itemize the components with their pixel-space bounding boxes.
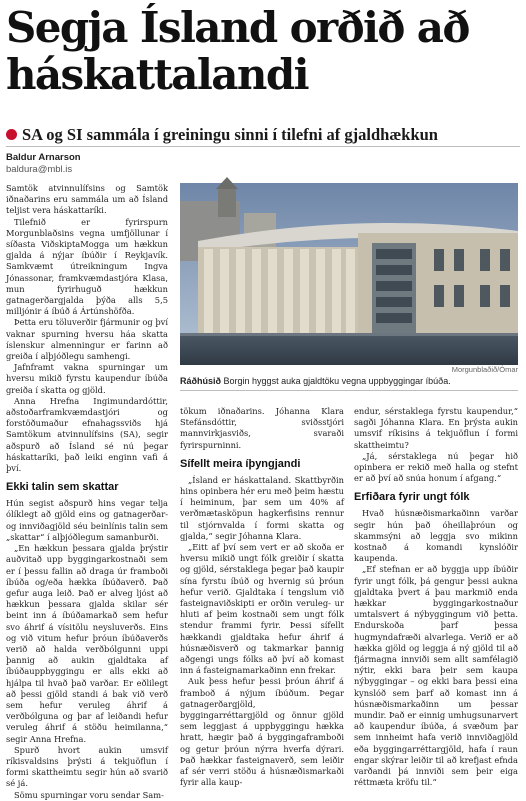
subheadline-text: SA og SI sammála í greiningu sinni í tilefni af gjaldhækkun	[22, 125, 438, 144]
section-heading: Sífellt meira íþyngjandi	[180, 457, 301, 470]
paragraph: Spurð hvort aukin umsvif ríkisvaldsins þrýsti á tekjuöflun í formi skattheimtu segir hún að svarið sé já.	[6, 744, 168, 789]
paragraph: endur, sérstaklega fyrstu kaupendur,“ sagði Jóhanna Klara. En þrýsta aukin umsvif ríkisins á tekjuöflun í formi skattheimtu?	[354, 406, 518, 450]
divider	[6, 146, 520, 147]
subheadline	[6, 125, 522, 145]
paragraph: Auk þess hefur þessi þróun áhrif á framboð á nýjum íbúðum. Þegar gatnagerðargjöld, byggingarréttargjöld og önnur gjöld sem leggjast á uppbyggingu hækka hratt, hægir það á byggingaframboði og getur þróun nýrra hverfa dýrari. Það hækkar fasteignaverð, sem leiðir af sér verri stöðu á húsnæðismarkaði fyrir alla kaup-	[180, 676, 344, 788]
paragraph: Hún segist aðspurð hins vegar telja ólíklegt að gjöld eins og gatnagerðar- og innviðagjöld séu beinlínis talin sem „skattar“ í alþjóðlegum samanburði.	[6, 498, 168, 542]
paragraph: „En hækkun þessara gjalda þrýstir auðvitað upp byggingarkostnaði sem er í þessu fallin að draga úr framboði íbúða og/eða hækka íbúðaverð. Það gefur auga leið. Það er alveg ljóst að hækkun þessara gjalda skilar sér beint inn á íbúðamarkað sem hefur svo áhrif á vísitölu neysluverðs. Eins og við vitum hefur þróun íbúðaverðs verið að halda verðbólgunni uppi þannig að aukin gjaldtaka af íbúðauppbyggingu er alls ekki að hjálpa til hvað það varðar. Er eðlilegt að þessi gjöld standi á bak við verð sem hefur veruleg áhrif á verðbólguna og þar af leiðandi hefur veruleg áhrif á stöðu heimilanna,“ segir Anna Hrefna.	[6, 543, 168, 744]
author-email[interactable]: baldura@mbl.is	[6, 164, 73, 175]
paragraph: Sömu spurningar voru sendar Sam-	[14, 789, 164, 800]
paragraph: „Ísland er háskattaland. Skattbyrðin hins opinbera hér eru með þeim hæstu í heiminum, þar sem um 40% af verðmætasköpun hagkerfisins rennur til stjórnvalda í formi skatta og gjalda,“ segir Jóhanna Klara.	[180, 474, 344, 541]
city-hall-illustration	[180, 183, 518, 365]
paragraph: „Ef stefnan er að byggja upp íbúðir fyrir ungt fólk, þá gengur þessi aukna gjaldtaka þvert á þau markmið enda hækkar byggingarkostnaður umtalsvert á nýbyggingum við þetta. Endurskoða þarf þessa hugmyndafræði alvarlega. Verið er að hækka gjöld og leggja á ný gjöld til að fjármagna innviði sem allt samfélagið nýtir, ekki bara þeir sem kaupa nýbyggingar – og ekki bara þessi eina kynslóð sem þarf að komast inn á húsnæðismarkaðinn um þessar mundir. Það er einnig umhugsunarvert að kaupendur íbúða, á svæðum þar sem innheimt hafa verið innviðagjöld eða byggingarréttargjöld, hafa í raun engar skýrar leiðir til að krefjast efnda varðandi þá innviði sem þeir eiga réttmæta kröfu til.“	[354, 564, 518, 788]
paragraph: tökum iðnaðarins. Jóhanna Klara Stefánsdóttir, sviðsstjóri mannvirkjasviðs, svaraði fyrirspurninni.	[180, 406, 344, 450]
paragraph: „Já, sérstaklega nú þegar hið opinbera er rekið með halla og stefnt er að því að snúa honum í afgang.“	[354, 450, 518, 484]
paragraph: Samtök atvinnulífsins og Samtök iðnaðarins eru sammála um að Ísland teljist vera háskattaríki.	[6, 183, 168, 216]
caption-divider	[180, 390, 518, 391]
paragraph: Anna Hrefna Ingimundardóttir, aðstoðarframkvæmdastjóri og forstöðumaður efnahagssviðs hjá Samtökum atvinnulífsins (SA), segir aðspurð að Ísland sé nú þegar háskattaríki, það leiki enginn vafi á því.	[6, 395, 168, 474]
headline: Segja Ísland orðið að háskattalandi	[6, 3, 469, 99]
author-name: Baldur Arnarson	[6, 152, 81, 163]
section-heading: Ekki talin sem skattar	[6, 481, 119, 494]
paragraph: Tilefnið er fyrirspurn Morgunblaðsins vegna umfjöllunar í síðasta ViðskiptaMogga um hækkun gjalda á nýjar íbúðir í Reykjavík. Samkvæmt útreikningum Ingva Jónassonar, framkvæmdastjóra Klasa, mun fyrirhuguð hækkun gatnagerðargjalda þýða alls 5,5 milljónir á íbúð á Ártúnshöfða.	[6, 216, 168, 317]
section-heading: Erfiðara fyrir ungt fólk	[354, 491, 470, 504]
article-column-1	[6, 183, 168, 801]
photo-caption	[180, 376, 518, 387]
city-hall-photo	[180, 183, 518, 365]
paragraph: Þetta eru töluverðir fjármunir og því vaknar spurning hversu háa skatta íslenskur almenningur er farinn að greiða í alþjóðlegu samhengi.	[6, 317, 168, 362]
bullet-dot-icon	[6, 129, 17, 140]
article-column-2	[180, 406, 344, 789]
photo-credit: Morgunblaðið/Ómar	[451, 365, 518, 374]
article-column-3	[354, 406, 518, 789]
caption-text: Borgin hyggst auka gjaldtöku vegna uppbyggingar íbúða.	[223, 376, 451, 386]
paragraph: Hvað húsnæðismarkaðinn varðar segir hún það óheillaþróun og skammsýni að leggja svo mikinn kostnað á komandi kynslóðir kaupenda.	[354, 508, 518, 564]
caption-label: Ráðhúsið	[180, 376, 222, 386]
paragraph: Jafnframt vakna spurningar um hversu mikið fyrstu kaupendur íbúða greiða í skatta og gjöld.	[6, 362, 168, 395]
byline	[6, 152, 81, 176]
paragraph: „Eitt af því sem vert er að skoða er hversu mikið ungt fólk greiðir í skatta og gjöld, sérstaklega þegar það kaupir sína fyrstu íbúð og hvernig sú þróun hefur verið. Gjaldtaka í tengslum við fasteignaviðskipti er orðin veruleg- ur hluti af þeim kostnaði sem ungt fólk stendur frammi fyrir. Þessi sífellt hækkandi gjaldtaka hefur áhrif á húsnæðisverð og takmarkar þannig aðgengi ungs fólks að því að komast inn á fasteignamarkaðinn enn frekar.	[180, 542, 344, 676]
